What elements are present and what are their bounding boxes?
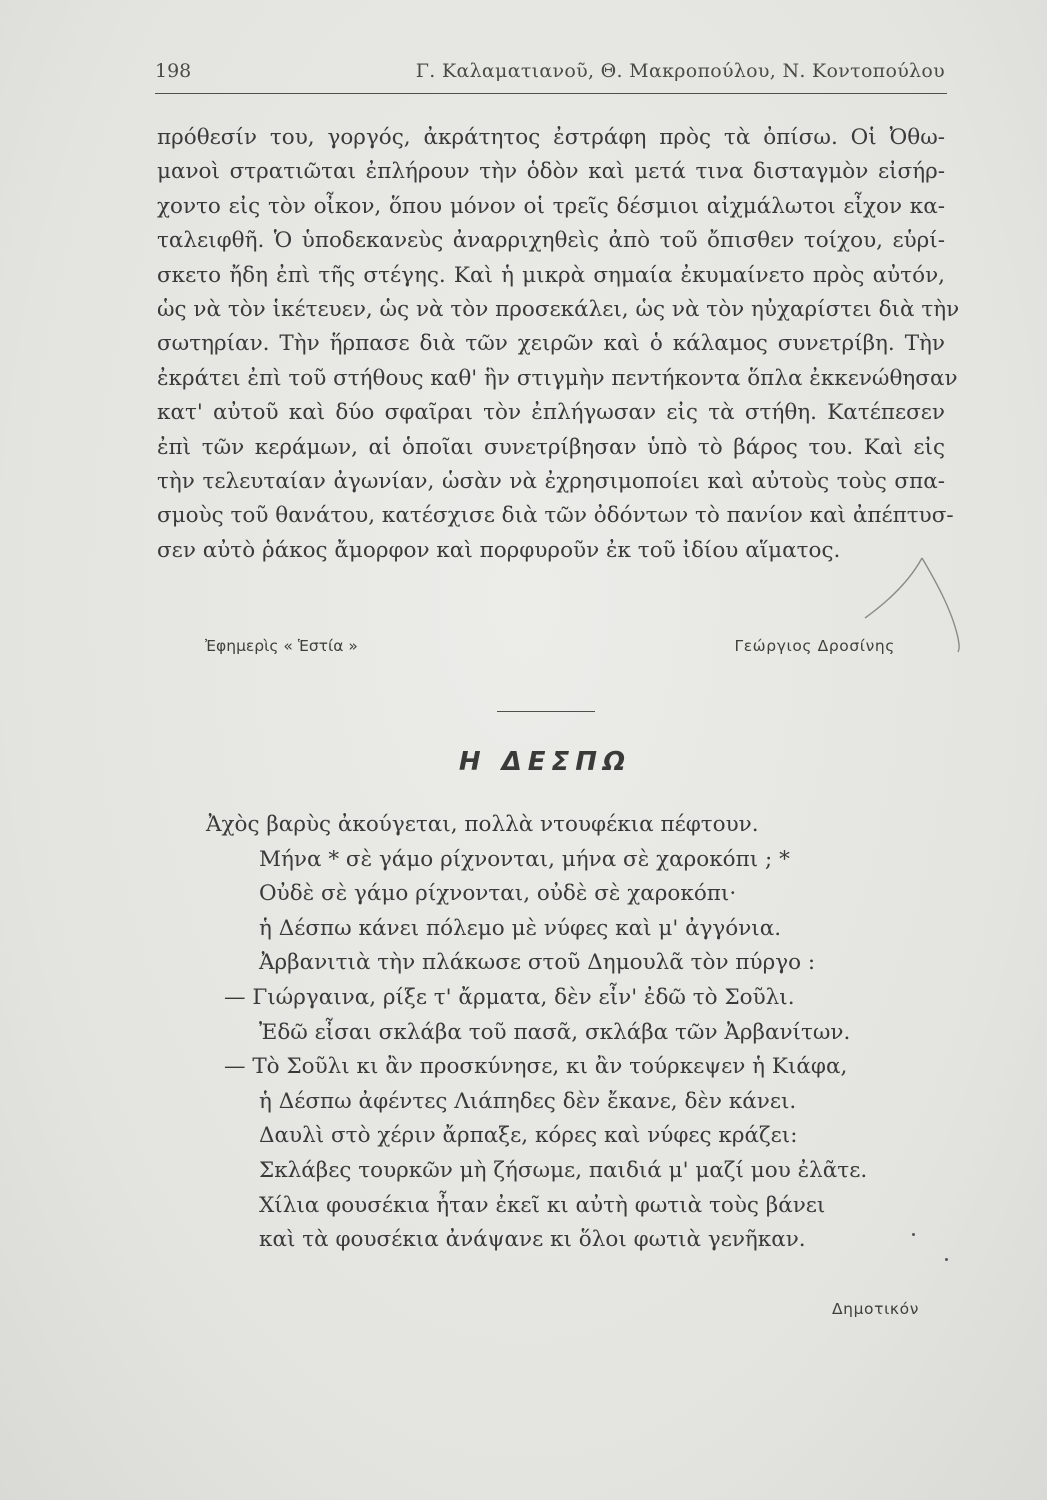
prose-line: σωτηρίαν. Τὴν ἥρπασε διὰ τῶν χειρῶν καὶ ὁ κάλαμος συνετρίβη. Τὴν <box>157 331 945 357</box>
prose-line: χοντο εἰς τὸν οἶκον, ὅπου μόνον οἱ τρεῖς δέσμιοι αἰχμάλωτοι εἶχον κα- <box>157 193 945 219</box>
section-divider <box>497 711 595 712</box>
poem-verse: Οὐδὲ σὲ γάμο ρίχνονται, οὐδὲ σὲ χαροκόπι· <box>259 881 737 907</box>
prose-line: τὴν τελευταίαν ἀγωνίαν, ὡσὰν νὰ ἐχρησιμοποίει καὶ αὐτοὺς τοὺς σπα- <box>157 468 945 494</box>
running-head <box>155 60 945 90</box>
prose-passage <box>157 121 960 568</box>
header-rule <box>155 93 947 94</box>
prose-line: σμοὺς τοῦ θανάτου, κατέσχισε διὰ τῶν ὀδόντων τὸ πανίον καὶ ἀπέπτυσ- <box>157 503 954 529</box>
prose-line: ἐκράτει ἐπὶ τοῦ στήθους καθ' ἣν στιγμὴν πεντήκοντα ὅπλα ἐκκενώθησαν <box>157 365 958 391</box>
poem-verse: ἡ Δέσπω ἀφέντες Λιάπηδες δὲν ἔκανε, δὲν κάνει. <box>259 1088 797 1114</box>
running-head-title: Γ. Καλαματιανοῦ, Θ. Μακροπούλου, Ν. Κοντοπούλου <box>415 60 945 82</box>
poem-verse: — Γιώργαινα, ρίξε τ' ἄρματα, δὲν εἶν' ἐδῶ τὸ Σοῦλι. <box>224 984 795 1010</box>
prose-line: ἐπὶ τῶν κεράμων, αἱ ὁποῖαι συνετρίβησαν ὑπὸ τὸ βάρος του. Καὶ εἰς <box>157 434 945 460</box>
prose-line: πρόθεσίν του, γοργός, ἀκράτητος ἐστράφη πρὸς τὰ ὀπίσω. Οἱ Ὀθω- <box>157 125 945 150</box>
prose-line: μανοὶ στρατιῶται ἐπλήρουν τὴν ὁδὸν καὶ μετά τινα δισταγμὸν εἰσήρ- <box>157 159 945 185</box>
poem-verse: Ἀχὸς βαρὺς ἀκούγεται, πολλὰ ντουφέκια πέφτουν. <box>206 812 759 837</box>
poem-verse: Δαυλὶ στὸ χέριν ἄρπαξε, κόρες καὶ νύφες κράζει: <box>259 1123 798 1149</box>
poem-body <box>206 808 946 1258</box>
prose-line: κατ' αὐτοῦ καὶ δύο σφαῖραι τὸν ἐπλήγωσαν εἰς τὰ στήθη. Κατέπεσεν <box>157 400 945 426</box>
prose-line: σκετο ἤδη ἐπὶ τῆς στέγης. Καὶ ἡ μικρὰ σημαία ἐκυμαίνετο πρὸς αὐτόν, <box>157 262 945 288</box>
poem-title: Η ΔΕΣΠΩ <box>458 747 632 777</box>
signature-row <box>205 637 895 667</box>
poem-verse: Ἐδῶ εἶσαι σκλάβα τοῦ πασᾶ, σκλάβα τῶν Ἀρβανίτων. <box>259 1019 851 1045</box>
poem-verse: Μήνα * σὲ γάμο ρίχνονται, μήνα σὲ χαροκόπι ; * <box>259 846 790 872</box>
page-number: 198 <box>155 60 192 82</box>
poem-verse: Ἀρβανιτιὰ τὴν πλάκωσε στοῦ Δημουλᾶ τὸν πύργο : <box>259 950 816 976</box>
poem-verse: Χίλια φουσέκια ἦταν ἐκεῖ κι αὐτὴ φωτιὰ τοὺς βάνει <box>259 1192 826 1218</box>
author-name: Γεώργιος Δροσίνης <box>734 637 895 655</box>
poem-verse: Σκλάβες τουρκῶν μὴ ζήσωμε, παιδιά μ' μαζί μου ἐλᾶτε. <box>259 1157 868 1183</box>
poem-verse: καὶ τὰ φουσέκια ἀνάψανε κι ὅλοι φωτιὰ γενῆκαν. <box>259 1227 806 1253</box>
prose-line: ὡς νὰ τὸν ἱκέτευεν, ὡς νὰ τὸν προσεκάλει, ὡς νὰ τὸν ηὐχαρίστει διὰ τὴν <box>157 296 960 322</box>
poem-source-note: Δημοτικόν <box>831 1300 919 1318</box>
prose-line-last: σεν αὐτὸ ῥάκος ἄμορφον καὶ πορφυροῦν ἐκ τοῦ ἰδίου αἵματος. <box>157 537 841 563</box>
source-citation: Ἐφημερὶς « Ἑστία » <box>205 637 358 655</box>
prose-line: ταλειφθῆ. Ὁ ὑποδεκανεὺς ἀναρριχηθεὶς ἀπὸ τοῦ ὄπισθεν τοίχου, εὑρί- <box>157 228 945 254</box>
ink-speck-icon <box>945 1258 948 1261</box>
ink-speck-icon <box>912 1233 915 1236</box>
poem-verse: — Τὸ Σοῦλι κι ἂν προσκύνησε, κι ἂν τούρκεψεν ἡ Κιάφα, <box>224 1054 848 1080</box>
poem-verse: ἡ Δέσπω κάνει πόλεμο μὲ νύφες καὶ μ' ἀγγόνια. <box>259 915 782 941</box>
